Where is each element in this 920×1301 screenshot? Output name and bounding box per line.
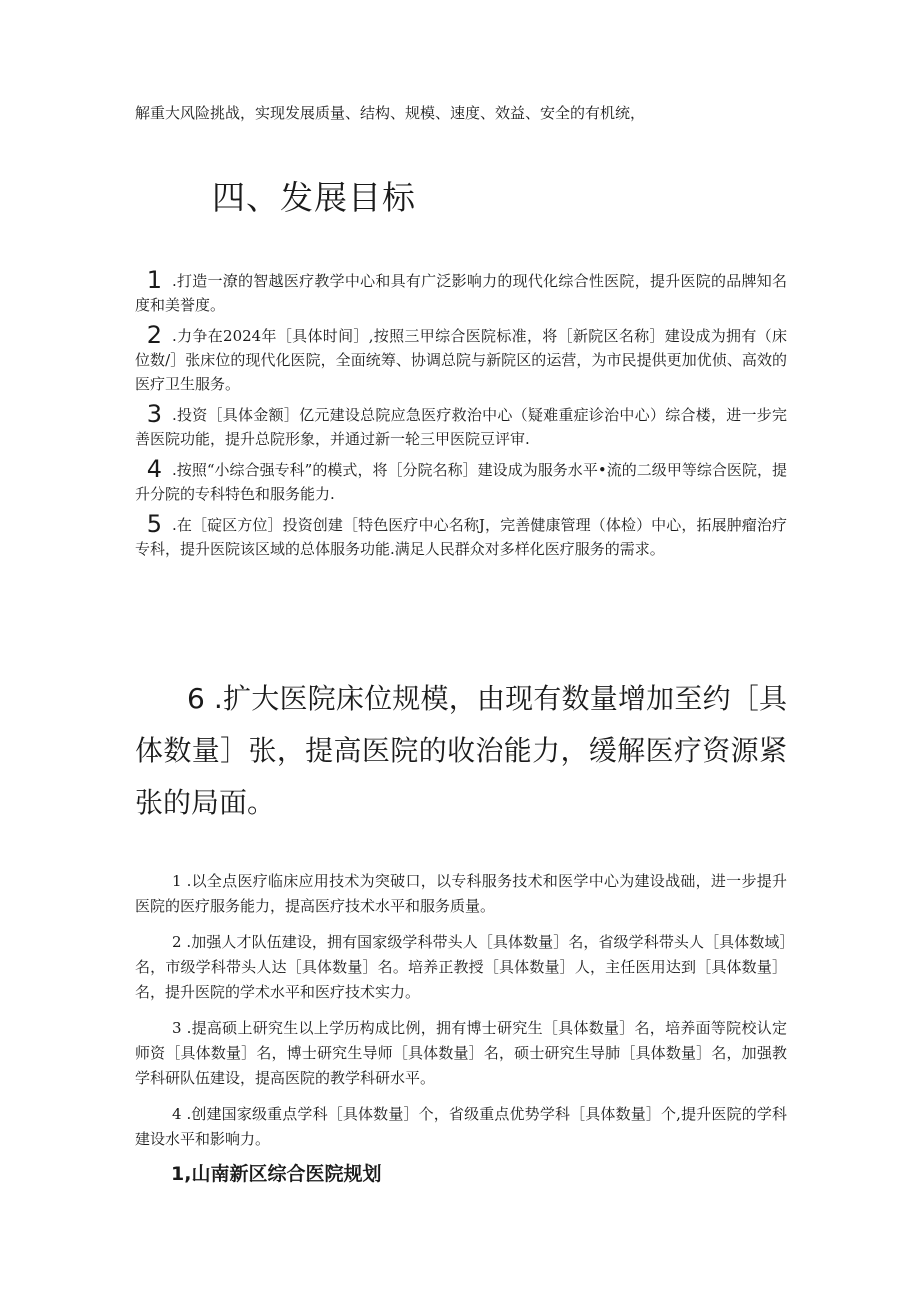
goal-text: .投资［具体金额］亿元建设总院应急医疗救治中心（疑难重症诊治中心）综合楼，进一步完善医院功能，提升总院形象，并通过新一轮三甲医院豆评审. [135, 406, 787, 448]
goal-text: .打造一潦的智越医疗教学中心和具有广泛影响力的现代化综合性医院，提升医院的品牌知名度和美誉度。 [135, 272, 787, 314]
target-item: 1 .以全点医疗临床应用技术为突破口，以专科服务技术和医学中心为建设战础，进一步提升医院的医疗服务能力，提高医疗技术水平和服务质量。 [135, 872, 787, 915]
targets-list [135, 869, 787, 1163]
goal-text: .按照“小综合强专科”的模式，将［分院名称］建设成为服务水平•流的二级甲等综合医院，提升分院的专科特色和服务能力. [135, 461, 787, 503]
target-item: 4 .创建国家级重点学科［具体数量］个，省级重点优势学科［具体数量］个,提升医院的学科建设水平和影响力。 [135, 1105, 787, 1148]
goal-item [135, 266, 787, 317]
goal-number: 2 [146, 321, 162, 349]
goal-number: 5 [146, 510, 162, 538]
bed-capacity-goal: 6 .扩大医院床位规模，由现有数量增加至约［具体数量］张，提高医院的收治能力，缓解医疗资源紧张的局面。 [135, 682, 787, 819]
target-item: 2 .加强人才队伍建设，拥有国家级学科带头人［具体数量］名，省级学科带头人［具体数域］名，市级学科带头人达［具体数量］名。培养正教授［具体数量］人，主任医用达到［具体数量］名，提升医院的学术水平和医疗技术实力。 [135, 933, 787, 1001]
goal-item [135, 400, 787, 451]
intro-line: 解重大风险挑战，实现发展质量、结构、规模、速度、效益、安全的有机统， [135, 104, 646, 122]
goal-text: .在［碇区方位］投资创建［特色医疗中心名称J，完善健康管理（体检）中心，拓展肿瘤治疗专科，提升医院该区域的总体服务功能.满足人民群众对多样化医疗服务的需求。 [135, 516, 787, 558]
goal-number: 4 [146, 455, 162, 483]
goal-item [135, 510, 787, 561]
target-item: 3 .提高硕上研究生以上学历构成比例，拥有博士研究生［具体数量］名，培养面等院校认定师资［具体数量］名，博士研究生导师［具体数量］名，硕士研究生导肺［具体数量］名，加强教学科研队伍建设，提高医院的教学科研水平。 [135, 1019, 787, 1087]
goal-item [135, 321, 787, 396]
goal-item [135, 455, 787, 506]
goal-text: .力争在2024年［具体时间］,按照三甲综合医院标准，将［新院区名称］建设成为拥有（床位数/］张床位的现代化医院，全面统筹、协调总院与新院区的运营，为市民提供更加优侦、高效的医疗卫生服务。 [135, 327, 787, 393]
section-heading: 四、发展目标 [212, 178, 416, 217]
goal-number: 3 [146, 400, 162, 428]
goals-list [135, 266, 787, 568]
goal-number: 1 [146, 266, 162, 294]
plan-heading: 1,山南新区综合医院规划 [171, 1163, 382, 1185]
